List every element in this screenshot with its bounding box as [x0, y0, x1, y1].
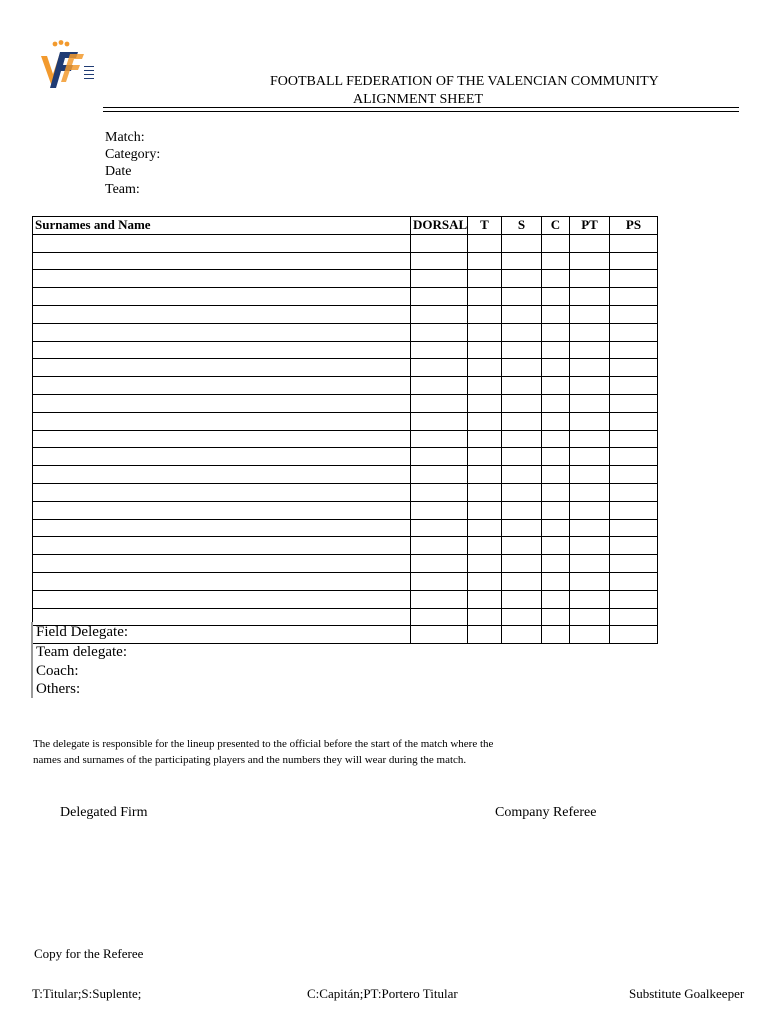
table-cell[interactable] [570, 394, 610, 412]
table-row [33, 572, 658, 590]
table-cell[interactable] [468, 394, 502, 412]
table-cell[interactable] [570, 341, 610, 359]
table-cell[interactable] [33, 501, 411, 519]
table-cell[interactable] [468, 412, 502, 430]
table-cell[interactable] [542, 252, 570, 270]
table-cell[interactable] [610, 394, 658, 412]
table-cell[interactable] [610, 448, 658, 466]
table-row [33, 466, 658, 484]
table-cell[interactable] [468, 608, 502, 626]
table-cell[interactable] [610, 305, 658, 323]
table-cell[interactable] [411, 519, 468, 537]
date-label: Date [105, 164, 132, 179]
table-cell[interactable] [502, 234, 542, 252]
table-cell[interactable] [502, 341, 542, 359]
table-cell[interactable] [610, 537, 658, 555]
table-cell[interactable] [542, 626, 570, 644]
table-cell[interactable] [610, 519, 658, 537]
table-cell[interactable] [570, 252, 610, 270]
table-cell[interactable] [468, 483, 502, 501]
table-row [33, 537, 658, 555]
table-row [33, 252, 658, 270]
table-cell[interactable] [502, 537, 542, 555]
table-cell[interactable] [411, 341, 468, 359]
table-cell[interactable] [411, 572, 468, 590]
column-header-dorsal: DORSAL [411, 217, 468, 235]
table-cell[interactable] [502, 252, 542, 270]
table-cell[interactable] [610, 572, 658, 590]
table-cell[interactable] [468, 537, 502, 555]
table-cell[interactable] [570, 412, 610, 430]
table-row [33, 412, 658, 430]
table-cell[interactable] [502, 430, 542, 448]
notice-line-2: names and surnames of the participating players and the numbers they will wear during the match. [33, 754, 467, 766]
table-row [33, 234, 658, 252]
table-row [33, 359, 658, 377]
table-cell[interactable] [411, 252, 468, 270]
table-cell[interactable] [610, 377, 658, 395]
table-cell[interactable] [542, 483, 570, 501]
table-cell[interactable] [411, 430, 468, 448]
copy-for-referee-label: Copy for the Referee [34, 946, 144, 961]
officials-margin-line [31, 622, 33, 698]
table-cell[interactable] [411, 234, 468, 252]
table-cell[interactable] [542, 466, 570, 484]
table-row [33, 341, 658, 359]
match-label: Match: [105, 130, 145, 145]
lineup-table [32, 216, 658, 644]
table-cell[interactable] [502, 359, 542, 377]
table-cell[interactable] [502, 305, 542, 323]
table-cell[interactable] [570, 608, 610, 626]
table-cell[interactable] [542, 288, 570, 306]
table-cell[interactable] [502, 555, 542, 573]
table-cell[interactable] [502, 323, 542, 341]
table-cell[interactable] [610, 483, 658, 501]
table-cell[interactable] [570, 359, 610, 377]
table-cell[interactable] [542, 234, 570, 252]
delegated-firm-label: Delegated Firm [60, 805, 148, 820]
table-cell[interactable] [542, 519, 570, 537]
table-cell[interactable] [468, 341, 502, 359]
table-cell[interactable] [502, 448, 542, 466]
table-cell[interactable] [502, 412, 542, 430]
table-cell[interactable] [570, 377, 610, 395]
table-cell[interactable] [468, 572, 502, 590]
table-cell[interactable] [502, 483, 542, 501]
category-label: Category: [105, 147, 161, 162]
table-cell[interactable] [411, 466, 468, 484]
table-cell[interactable] [411, 323, 468, 341]
table-cell[interactable] [468, 501, 502, 519]
table-cell[interactable] [502, 288, 542, 306]
table-cell[interactable] [411, 626, 468, 644]
table-cell[interactable] [542, 305, 570, 323]
table-cell[interactable] [542, 270, 570, 288]
table-cell[interactable] [542, 323, 570, 341]
table-cell[interactable] [502, 626, 542, 644]
table-cell[interactable] [468, 252, 502, 270]
coach-label: Coach: [36, 663, 79, 679]
table-cell[interactable] [570, 323, 610, 341]
table-cell[interactable] [33, 590, 411, 608]
table-cell[interactable] [610, 234, 658, 252]
table-row [33, 519, 658, 537]
document-title: FOOTBALL FEDERATION OF THE VALENCIAN COMMUNITY [270, 74, 659, 89]
table-cell[interactable] [468, 288, 502, 306]
table-cell[interactable] [411, 394, 468, 412]
table-cell[interactable] [33, 305, 411, 323]
legend-titular-suplente: T:Titular;S:Suplente; [32, 986, 142, 1001]
table-cell[interactable] [542, 341, 570, 359]
table-cell[interactable] [411, 270, 468, 288]
table-cell[interactable] [468, 305, 502, 323]
table-cell[interactable] [468, 323, 502, 341]
table-cell[interactable] [542, 608, 570, 626]
table-row [33, 288, 658, 306]
table-cell[interactable] [33, 448, 411, 466]
table-cell[interactable] [411, 537, 468, 555]
table-cell[interactable] [610, 608, 658, 626]
table-cell[interactable] [570, 270, 610, 288]
table-cell[interactable] [468, 626, 502, 644]
table-cell[interactable] [411, 608, 468, 626]
table-cell[interactable] [570, 572, 610, 590]
table-cell[interactable] [468, 377, 502, 395]
table-cell[interactable] [570, 430, 610, 448]
table-cell[interactable] [542, 590, 570, 608]
table-cell[interactable] [610, 430, 658, 448]
table-cell[interactable] [33, 483, 411, 501]
table-cell[interactable] [570, 626, 610, 644]
table-cell[interactable] [610, 590, 658, 608]
table-cell[interactable] [542, 501, 570, 519]
table-cell[interactable] [610, 288, 658, 306]
header-rule-bottom [103, 111, 739, 112]
table-row [33, 430, 658, 448]
table-cell[interactable] [411, 412, 468, 430]
table-cell[interactable] [502, 572, 542, 590]
table-cell[interactable] [411, 555, 468, 573]
header-rule-top [103, 107, 739, 108]
table-row [33, 394, 658, 412]
team-label: Team: [105, 182, 140, 197]
table-cell[interactable] [570, 501, 610, 519]
table-row [33, 323, 658, 341]
table-cell[interactable] [570, 590, 610, 608]
table-cell[interactable] [33, 519, 411, 537]
table-cell[interactable] [610, 626, 658, 644]
table-cell[interactable] [502, 270, 542, 288]
table-row [33, 305, 658, 323]
table-cell[interactable] [570, 537, 610, 555]
table-cell[interactable] [468, 519, 502, 537]
table-cell[interactable] [610, 359, 658, 377]
legend-substitute-goalkeeper: Substitute Goalkeeper [629, 986, 745, 1001]
table-cell[interactable] [610, 555, 658, 573]
field-delegate-label: Field Delegate: [36, 624, 129, 640]
table-cell[interactable] [542, 537, 570, 555]
column-header-c: C [542, 217, 570, 235]
table-cell[interactable] [33, 412, 411, 430]
table-row [33, 448, 658, 466]
table-cell[interactable] [570, 483, 610, 501]
notice-line-1: The delegate is responsible for the lineup presented to the official before the start of the match where the [33, 738, 494, 750]
table-cell[interactable] [468, 270, 502, 288]
table-cell[interactable] [411, 288, 468, 306]
table-cell[interactable] [33, 288, 411, 306]
table-cell[interactable] [570, 448, 610, 466]
legend-capitan-portero: C:Capitán;PT:Portero Titular [307, 986, 458, 1001]
table-row [33, 501, 658, 519]
column-header-s: S [502, 217, 542, 235]
table-cell[interactable] [468, 466, 502, 484]
table-cell[interactable] [411, 448, 468, 466]
table-cell[interactable] [502, 377, 542, 395]
table-cell[interactable] [468, 234, 502, 252]
table-cell[interactable] [610, 501, 658, 519]
table-cell[interactable] [542, 555, 570, 573]
table-row [33, 483, 658, 501]
table-cell[interactable] [33, 270, 411, 288]
table-cell[interactable] [33, 323, 411, 341]
team-delegate-label: Team delegate: [36, 644, 127, 660]
table-cell[interactable] [33, 252, 411, 270]
table-cell[interactable] [33, 234, 411, 252]
table-row [33, 555, 658, 573]
table-cell[interactable] [33, 430, 411, 448]
table-header-row [33, 217, 658, 235]
table-cell[interactable] [570, 555, 610, 573]
table-cell[interactable] [570, 288, 610, 306]
table-cell[interactable] [468, 359, 502, 377]
table-cell[interactable] [468, 555, 502, 573]
table-cell[interactable] [33, 394, 411, 412]
table-cell[interactable] [502, 394, 542, 412]
table-cell[interactable] [411, 483, 468, 501]
table-cell[interactable] [610, 323, 658, 341]
table-cell[interactable] [33, 466, 411, 484]
column-header-pt: PT [570, 217, 610, 235]
table-cell[interactable] [502, 519, 542, 537]
table-cell[interactable] [542, 572, 570, 590]
table-cell[interactable] [411, 590, 468, 608]
column-header-t: T [468, 217, 502, 235]
column-header-name: Surnames and Name [33, 217, 411, 235]
table-cell[interactable] [610, 252, 658, 270]
table-row [33, 590, 658, 608]
table-cell[interactable] [610, 466, 658, 484]
company-referee-label: Company Referee [495, 805, 597, 820]
table-cell[interactable] [502, 608, 542, 626]
table-cell[interactable] [33, 341, 411, 359]
others-label: Others: [36, 681, 81, 697]
table-cell[interactable] [33, 555, 411, 573]
table-cell[interactable] [502, 466, 542, 484]
table-cell[interactable] [542, 412, 570, 430]
federation-logo-icon [38, 40, 98, 92]
table-cell[interactable] [33, 359, 411, 377]
table-cell[interactable] [570, 234, 610, 252]
table-cell[interactable] [542, 359, 570, 377]
table-cell[interactable] [542, 394, 570, 412]
table-cell[interactable] [570, 305, 610, 323]
table-cell[interactable] [411, 305, 468, 323]
table-cell[interactable] [33, 377, 411, 395]
table-cell[interactable] [570, 519, 610, 537]
table-cell[interactable] [468, 590, 502, 608]
table-cell[interactable] [468, 448, 502, 466]
table-cell[interactable] [542, 430, 570, 448]
table-cell[interactable] [570, 466, 610, 484]
table-cell[interactable] [610, 412, 658, 430]
table-row [33, 270, 658, 288]
document-subtitle: ALIGNMENT SHEET [353, 92, 484, 107]
table-cell[interactable] [411, 359, 468, 377]
table-cell[interactable] [411, 501, 468, 519]
table-cell[interactable] [411, 377, 468, 395]
table-cell[interactable] [610, 341, 658, 359]
table-cell[interactable] [610, 270, 658, 288]
table-cell[interactable] [468, 430, 502, 448]
column-header-ps: PS [610, 217, 658, 235]
table-cell[interactable] [542, 448, 570, 466]
table-cell[interactable] [502, 501, 542, 519]
table-cell[interactable] [33, 537, 411, 555]
table-cell[interactable] [542, 377, 570, 395]
table-row [33, 377, 658, 395]
table-cell[interactable] [502, 590, 542, 608]
table-cell[interactable] [33, 572, 411, 590]
